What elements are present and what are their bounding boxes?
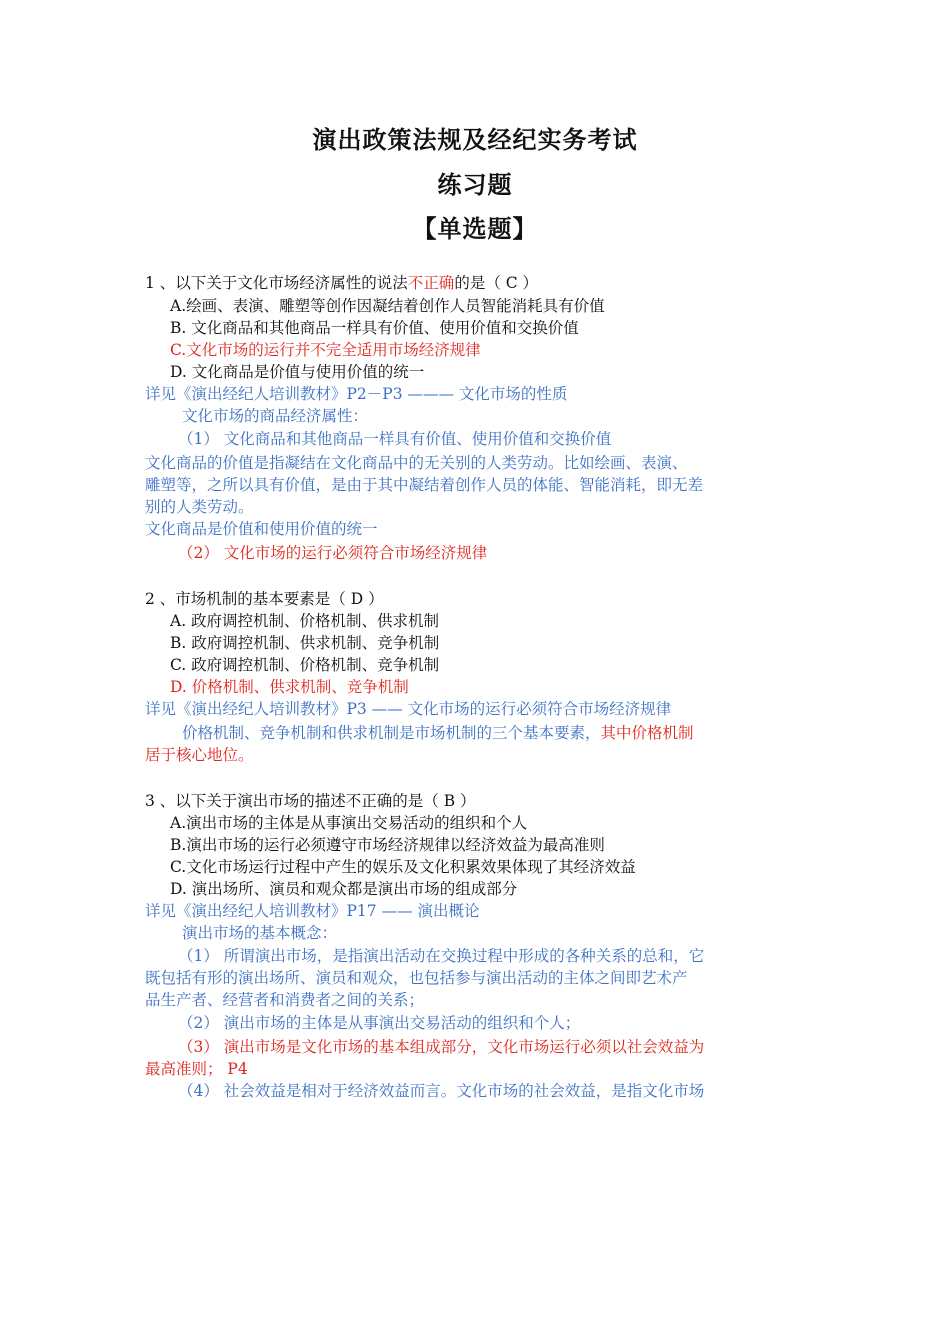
q2-option-b: B. 政府调控机制、供求机制、竞争机制: [170, 634, 440, 652]
q3-stem: 3 、以下关于演出市场的描述不正确的是（ B ）: [145, 792, 476, 810]
q3-explanation-point-3b: 最高准则； P4: [145, 1060, 248, 1078]
q1-option-d: D. 文化商品是价值与使用价值的统一: [170, 363, 425, 381]
q1-stem-post: 的是（ C ）: [454, 274, 539, 292]
section-heading: 【单选题】: [412, 214, 538, 243]
q3-explanation-point-3a: （3） 演出市场是文化市场的基本组成部分，文化市场运行必须以社会效益为: [178, 1038, 705, 1056]
q1-explanation-heading: 文化市场的商品经济属性：: [182, 407, 369, 425]
q1-stem: [145, 272, 817, 294]
q1-option-b: B. 文化商品和其他商品一样具有价值、使用价值和交换价值: [170, 319, 579, 337]
q1-stem-pre: 1 、以下关于文化市场经济属性的说法: [145, 274, 408, 292]
q3-explanation-heading: 演出市场的基本概念：: [182, 924, 338, 942]
q1-explanation-text-1: 文化商品的价值是指凝结在文化商品中的无关别的人类劳动。比如绘画、表演、: [145, 454, 688, 472]
q3-option-a: A.演出市场的主体是从事演出交易活动的组织和个人: [170, 814, 528, 832]
q3-option-d: D. 演出场所、演员和观众都是演出市场的组成部分: [170, 880, 518, 898]
q3-explanation-point-4: （4） 社会效益是相对于经济效益而言。文化市场的社会效益，是指文化市场: [178, 1082, 705, 1100]
q1-explanation-point-1: （1） 文化商品和其他商品一样具有价值、使用价值和交换价值: [178, 430, 612, 448]
q3-option-b: B.演出市场的运行必须遵守市场经济规律以经济效益为最高准则: [170, 836, 605, 854]
q2-explanation-line-2: 居于核心地位。: [145, 746, 254, 764]
document-subtitle: 练习题: [437, 170, 513, 199]
q2-explanation-red: 其中价格机制: [600, 724, 694, 742]
q2-explanation-line-1: [182, 722, 854, 744]
q1-option-c-answer: C.文化市场的运行并不完全适用市场经济规律: [170, 341, 481, 359]
q3-explanation-point-1b: 既包括有形的演出场所、演员和观众，也包括参与演出活动的主体之间即艺术产: [145, 969, 688, 987]
q3-explanation-point-2: （2） 演出市场的主体是从事演出交易活动的组织和个人；: [178, 1014, 581, 1032]
q1-explanation-text-4: 文化商品是价值和使用价值的统一: [145, 520, 378, 538]
q3-explanation-point-1c: 品生产者、经营者和消费者之间的关系；: [145, 991, 425, 1009]
q2-option-a: A. 政府调控机制、价格机制、供求机制: [170, 612, 440, 630]
q3-option-c: C.文化市场运行过程中产生的娱乐及文化积累效果体现了其经济效益: [170, 858, 636, 876]
q3-reference: 详见《演出经纪人培训教材》P17 —— 演出概论: [145, 902, 480, 920]
q2-option-d-answer: D. 价格机制、供求机制、竞争机制: [170, 678, 409, 696]
q1-explanation-text-2: 雕塑等，之所以具有价值，是由于其中凝结着创作人员的体能、智能消耗，即无差: [145, 476, 704, 494]
q1-option-a: A.绘画、表演、雕塑等创作因凝结着创作人员智能消耗具有价值: [170, 297, 605, 315]
q1-explanation-point-2: （2） 文化市场的运行必须符合市场经济规律: [178, 544, 488, 562]
q1-reference: 详见《演出经纪人培训教材》P2－P3 ——— 文化市场的性质: [145, 385, 568, 403]
q2-reference: 详见《演出经纪人培训教材》P3 —— 文化市场的运行必须符合市场经济规律: [145, 700, 672, 718]
q3-explanation-point-1a: （1） 所谓演出市场，是指演出活动在交换过程中形成的各种关系的总和，它: [178, 947, 705, 965]
q2-explanation-blue: 价格机制、竞争机制和供求机制是市场机制的三个基本要素，: [182, 724, 601, 742]
q2-option-c: C. 政府调控机制、价格机制、竞争机制: [170, 656, 440, 674]
q1-stem-emphasis: 不正确: [407, 274, 455, 292]
q1-explanation-text-3: 别的人类劳动。: [145, 498, 254, 516]
q2-stem: 2 、市场机制的基本要素是（ D ）: [145, 590, 384, 608]
document-title: 演出政策法规及经纪实务考试: [312, 125, 638, 154]
